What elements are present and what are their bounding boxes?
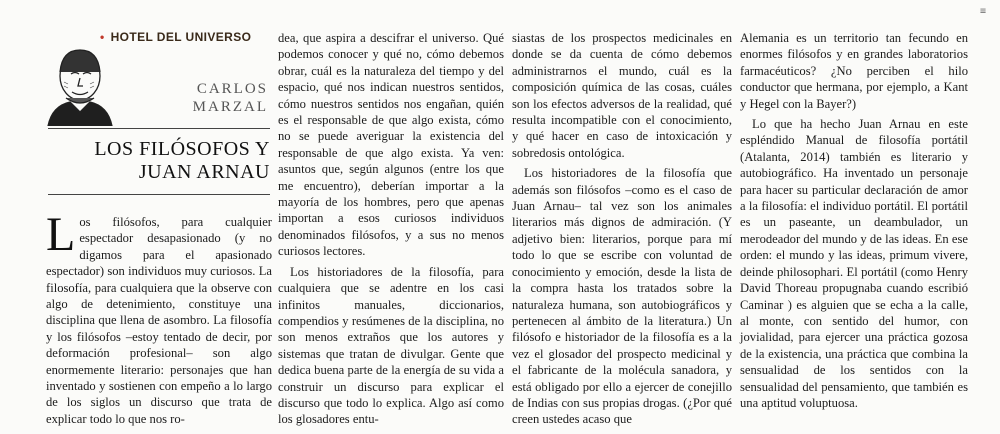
article-column-2 (278, 30, 504, 428)
author-last-name: MARZAL (192, 99, 268, 115)
author-portrait-drawing (40, 42, 120, 126)
section-label-text: HOTEL DEL UNIVERSO (110, 30, 252, 44)
author-name (150, 80, 268, 116)
article-column-1 (46, 208, 272, 427)
header-rule (48, 128, 270, 129)
headline (48, 138, 270, 184)
paragraph: siastas de los prospectos medicinales en donde se da cuenta de cómo debemos administrarnos el mundo, cuál es la composición química de las cosas, cuáles son los efectos adversos de la realidad, qué resulta incompatible con el conocimiento, y qué hacer en caso de intoxicación y sobredosis ontológica. (512, 31, 732, 160)
headline-rule (48, 194, 270, 195)
paragraph: Lo que ha hecho Juan Arnau en este espléndido Manual de filosofía portátil (Atalanta, 2014) también es literario y autobiográfico. Ha inventado un personaje para hacer su particular declaración de amor a la filosofía: el individuo portátil. El portátil es un paseante, un deambulador, un merodeador del mundo y de las ideas. En ese orden: el mundo y las ideas, primum vivere, deinde philosophari. El portátil (como Henry David Thoreau propugnaba cuando escribió Caminar ) es alguien que se echa a la calle, al monte, con sentido del humor, con jovialidad, para ejercer una práctica gozosa de la existencia, una práctica que combina la sensualidad de los sentidos con la sensualidad del pensamiento, que también es una aptitud voluptuosa. (740, 117, 968, 410)
paragraph (46, 208, 272, 427)
bullet-icon: • (100, 30, 105, 44)
author-portrait (40, 42, 120, 126)
author-first-name: CARLOS (196, 81, 268, 97)
paragraph: Los historiadores de la filosofía que además son filósofos –como es el caso de Juan Arnau– tal vez son los animales literarios más dignos de admiración. (Y adjetivo bien: literarios, porque para mí todo lo que se escribe con voluntad de conocimiento y emoción, desde la lista de la compra hasta los tratados sobre la naturaleza humana, son autobiográficos y pertenecen al ámbito de la literatura.) Un filósofo e historiador de la filosofía es a la vez el glosador del prospecto medicinal y el fabricante de la molécula sanadora, y está obligado por ello a ejercer de conejillo de Indias con sus propias drogas. (¿Por qué creen ustedes acaso que (512, 166, 732, 427)
paragraph-text: os filósofos, para cualquier espectador desapasionado (y no digamos para el apasionado espectador) son individuos muy curiosos. La filosofía, para cualquiera que la observe con algo de detenimiento, constituye una disciplina que llena de asombro. La filosofía y los filósofos –estoy tentado de decir, por deformación profesional– son algo enormemente literario: personajes que han inventado y sostienen con empeño a lo largo de los siglos un discurso que trata de explicar todo lo que nos ro- (46, 215, 272, 426)
article-column-4 (740, 30, 968, 411)
paragraph: Los historiadores de la filosofía, para cualquiera que se adentre en los casi infinitos manuales, diccionarios, compendios y resúmenes de la disciplina, no son menos extraños que los autores y sistemas que tratan de divulgar. Gente que dedica buena parte de la energía de su vida a construir un discurso para explicar el discurso que todo lo explica. Algo así como los glosadores entu- (278, 264, 504, 427)
headline-line-1: LOS FILÓSOFOS Y (94, 138, 270, 160)
paragraph: dea, que aspira a descifrar el universo. Qué podemos conocer y qué no, cómo debemos obrar, cuál es la naturaleza del tiempo y del espacio, qué nos indican nuestros sentidos, cómo nuestros sentidos nos engañan, quién es el responsable de que algo exista, cómo no se puede averiguar la existencia del responsable de que algo exista. Ya ven: asuntos que, según algunos (entre los que me encuentro), deberían importar a la mayoría de los hombres, pero que apenas importan a esos curiosos individuos denominados filósofos, y a sus no menos curiosos lectores. (278, 31, 504, 259)
headline-line-2: JUAN ARNAU (138, 161, 270, 183)
article-column-3 (512, 30, 732, 428)
paragraph: Alemania es un territorio tan fecundo en enormes filósofos y en grandes laboratorios farmacéuticos? ¿No perciben el hilo conductor que hermana, por ejemplo, a Kant y Hegel con la Bayer?) (740, 31, 968, 111)
section-label (100, 30, 270, 44)
corner-mark: ≡ (979, 6, 986, 17)
drop-cap: L (46, 208, 76, 261)
